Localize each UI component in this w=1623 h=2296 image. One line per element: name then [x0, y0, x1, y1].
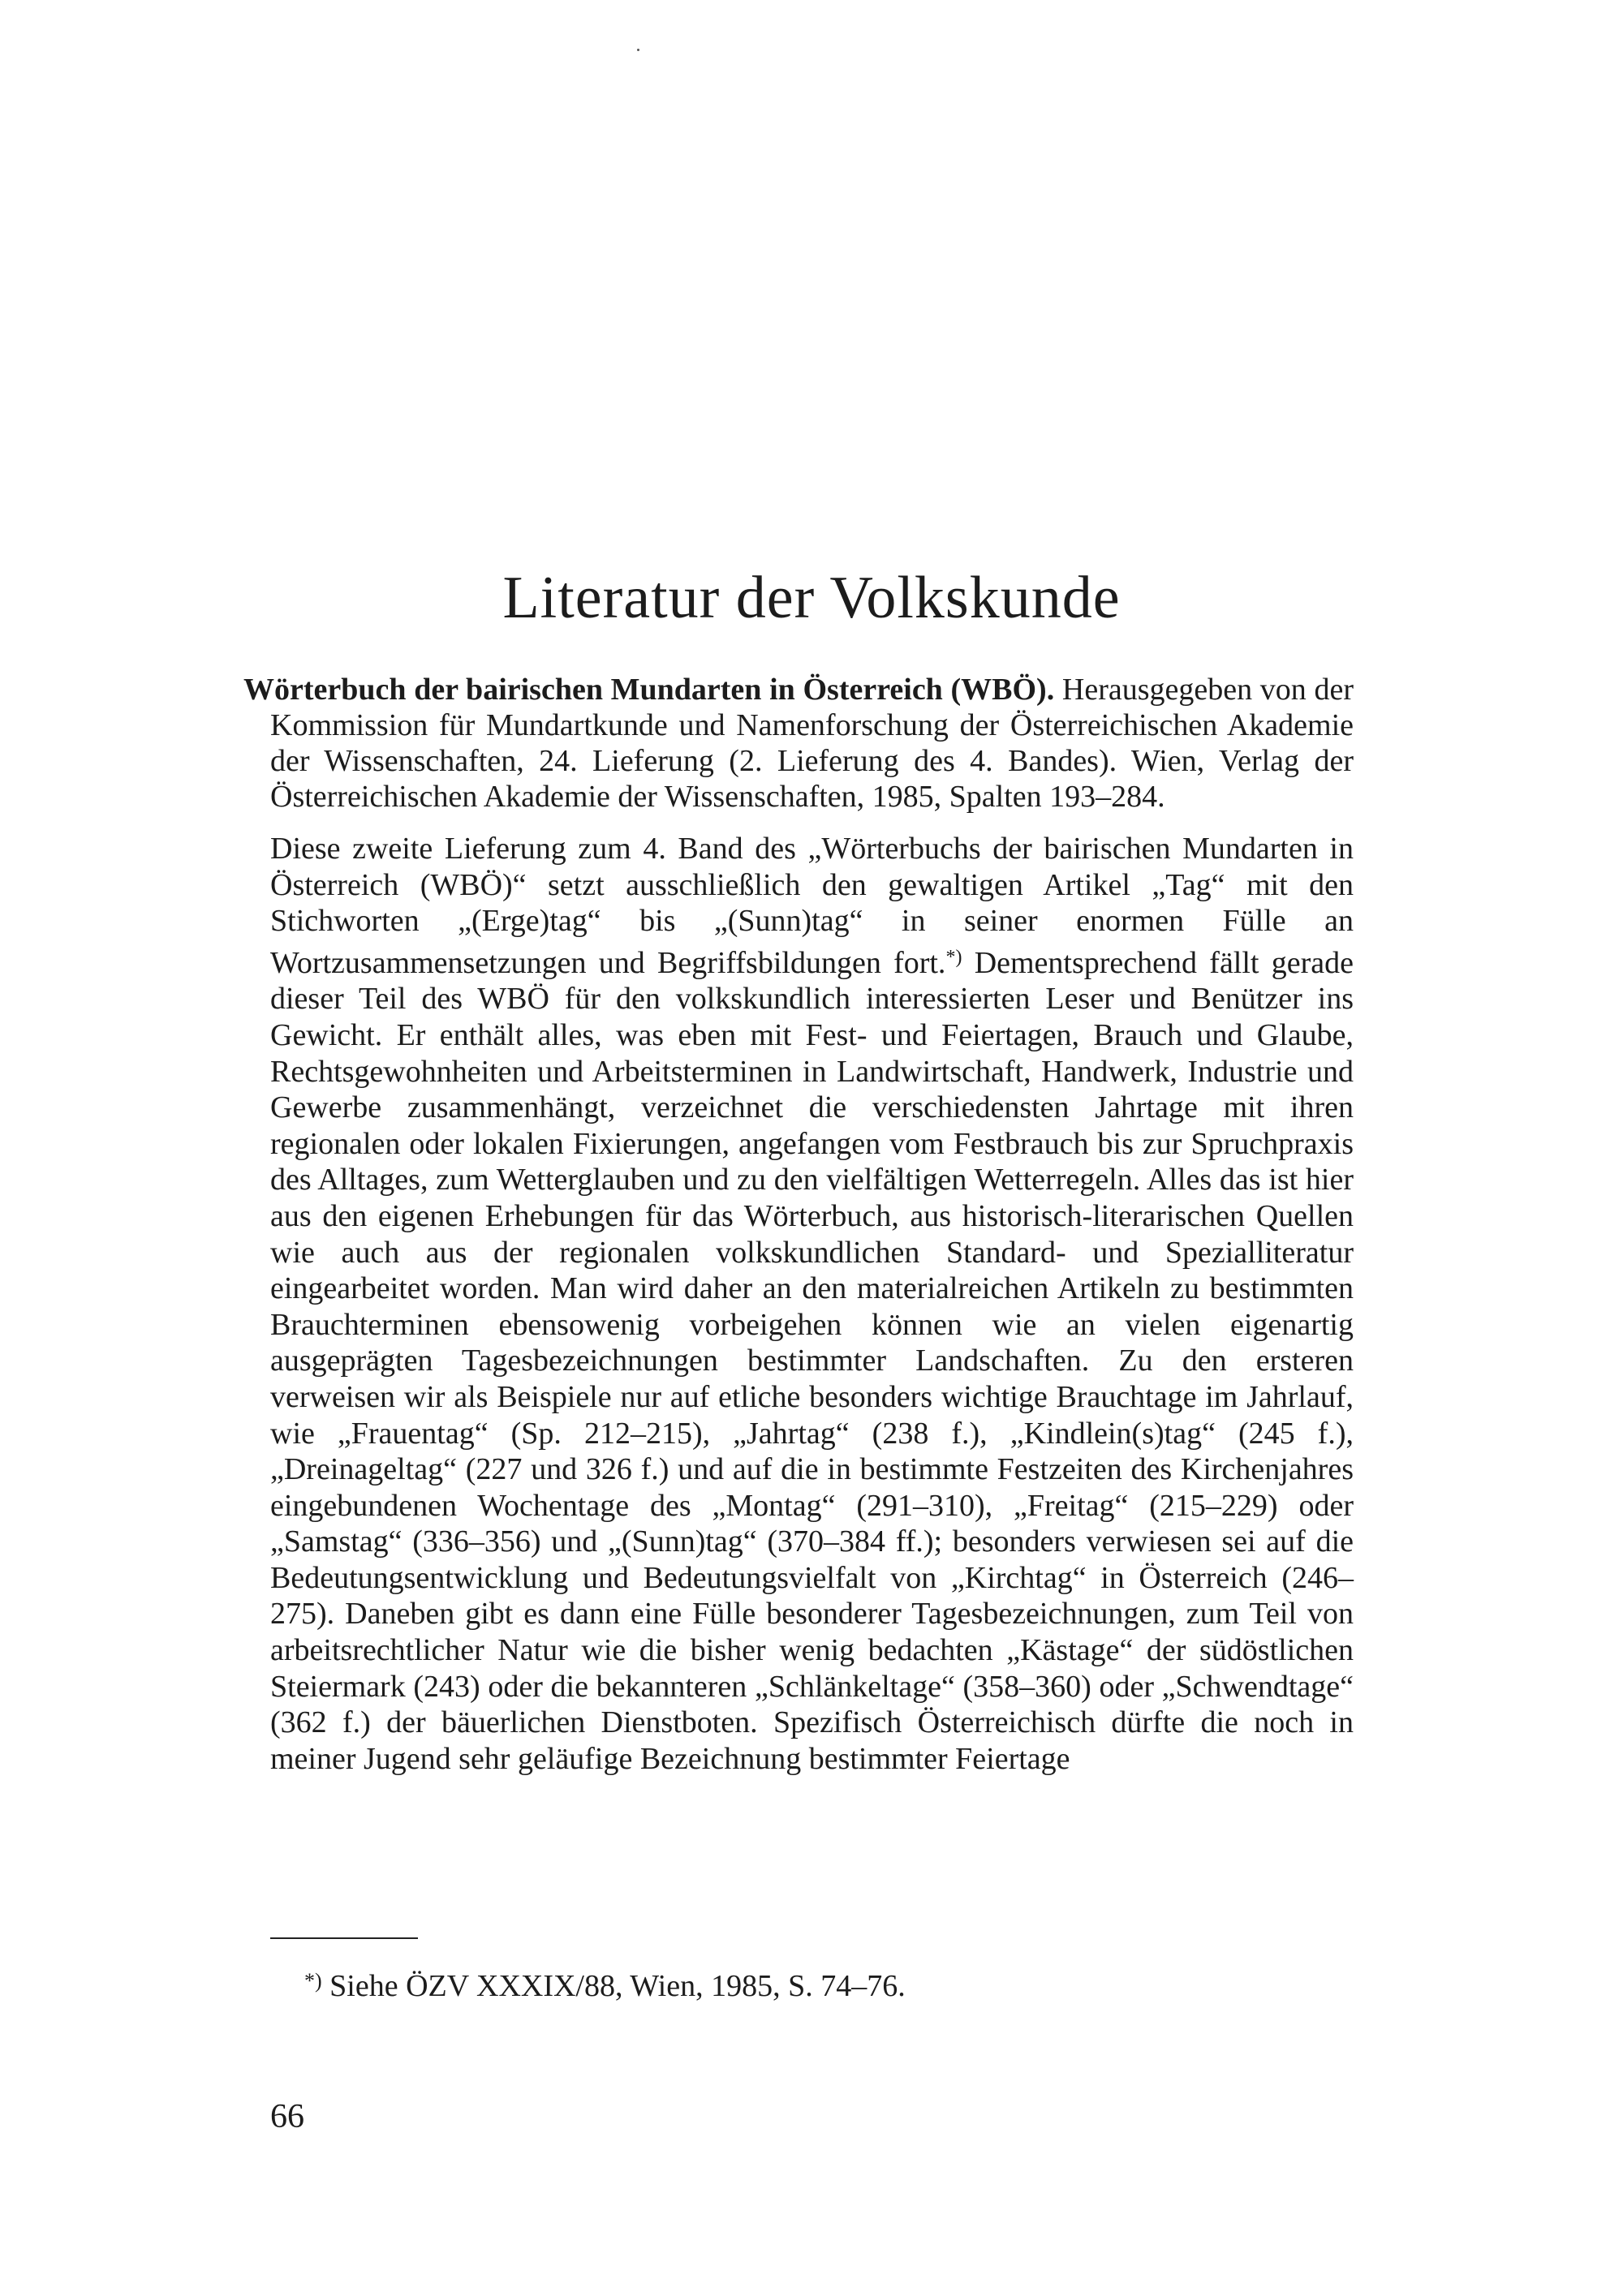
bibliographic-heading: [243, 672, 1354, 815]
scan-speck: [637, 49, 639, 51]
footnote-marker: *): [304, 1969, 322, 1993]
section-title: Literatur der Volkskunde: [502, 564, 1121, 631]
review-body: [270, 831, 1354, 1777]
page-number: 66: [270, 2098, 304, 2135]
review-body-part1: Diese zweite Lieferung zum 4. Band des „Wörterbuchs der bairischen Mundarten in Österreich (WBÖ)“ setzt ausschließlich den gewaltigen Artikel „Tag“ mit den Stichworten „(Erge)tag“ bis „(Sunn)tag“ in seiner enormen Fülle an Wortzusammensetzungen und Begriffsbildungen fort.: [270, 832, 1354, 980]
footnote-reference: *): [945, 946, 962, 968]
bibliographic-details: Herausgegeben von der Kommission für Mundartkunde und Namenforschung der Österreichischen Akademie der Wissenschaften, 24. Lieferung (2. Lieferung des 4. Bandes). Wien, Verlag der Österreichischen Akademie der Wissenschaften, 1985, Spalten 193–284.: [270, 673, 1354, 814]
footnote-divider: [270, 1937, 418, 1939]
review-body-part2: Dementsprechend fällt gerade dieser Teil des WBÖ für den volkskundlich interessierten Leser und Benützer ins Gewicht. Er enthält alles, was eben mit Fest- und Feiertagen, Brauch und Glaube, Rechtsgewohnheiten und Arbeitsterminen in Landwirtschaft, Handwerk, Industrie und Gewerbe zusammenhängt, verzeichnet die verschiedensten Jahrtage mit ihren regionalen oder lokalen Fixierungen, angefangen vom Festbrauch bis zur Spruchpraxis des Alltages, zum Wetterglauben und zu den vielfältigen Wetterregeln. Alles das ist hier aus den eigenen Erhebungen für das Wörterbuch, aus historisch-literarischen Quellen wie auch aus der regionalen volkskundlichen Standard- und Spezialliteratur eingearbeitet worden. Man wird daher an den materialreichen Artikeln zu bestimmten Brauchterminen ebensowenig vorbeigehen können wie an vielen eigenartig ausgeprägten Tagesbezeichnungen bestimmter Landschaften. Zu den ersteren verweisen wir als Beispiele nur auf etliche besonders wichtige Brauchtage im Jahrlauf, wie „Frauentag“ (Sp. 212–215), „Jahrtag“ (238 f.), „Kindlein(s)tag“ (245 f.), „Dreinageltag“ (227 und 326 f.) und auf die in bestimmte Festzeiten des Kirchenjahres eingebundenen Wochentage des „Montag“ (291–310), „Freitag“ (215–229) oder „Samstag“ (336–356) und „(Sunn)tag“ (370–384 ff.); besonders verwiesen sei auf die Bedeutungsentwicklung und Bedeutungsvielfalt von „Kirchtag“ in Österreich (246–275). Daneben gibt es dann eine Fülle besonderer Tagesbezeichnungen, zum Teil von arbeitsrechtlicher Natur wie die bisher wenig bedachten „Kästage“ der südöstlichen Steiermark (243) oder die bekannteren „Schlänkeltage“ (358–360) oder „Schwendtage“ (362 f.) der bäuerlichen Dienstboten. Spezifisch Österreichisch dürfte die noch in meiner Jugend sehr geläufige Bezeichnung bestimmter Feiertage: [270, 945, 1354, 1776]
review-entry: [243, 672, 1354, 1808]
book-title: Wörterbuch der bairischen Mundarten in Österreich (WBÖ).: [243, 673, 1055, 707]
footnote-text: Siehe ÖZV XXXIX/88, Wien, 1985, S. 74–76.: [321, 1969, 906, 2003]
footnote: [304, 1963, 906, 2004]
